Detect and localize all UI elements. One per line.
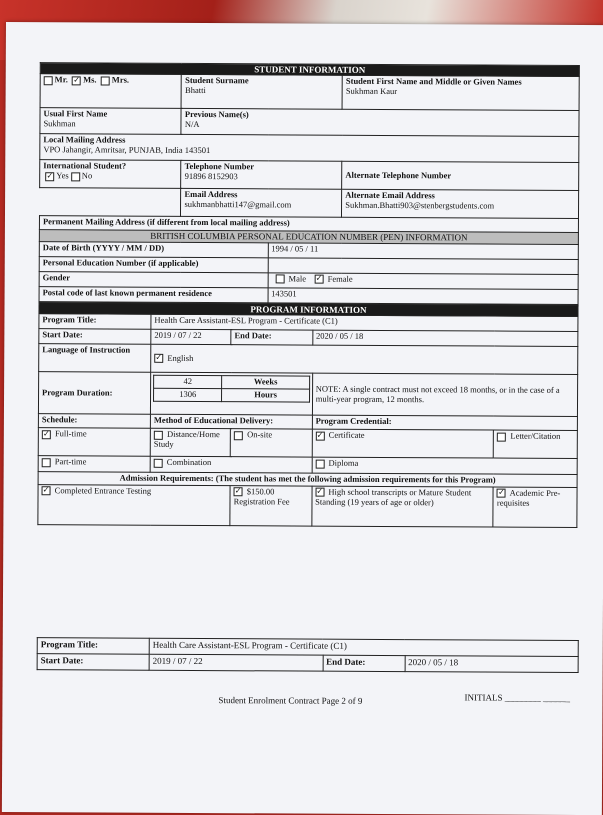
checkbox-female[interactable] xyxy=(314,275,323,284)
footer-start-value[interactable]: 2019 / 07 / 22 xyxy=(149,654,323,671)
letter-option: Letter/Citation xyxy=(494,430,578,458)
admission-item-prereq: ✓ Academic Pre-requisites xyxy=(493,487,577,527)
end-date-value[interactable]: 2020 / 05 / 18 xyxy=(313,330,578,346)
footer-program-title-value[interactable]: Health Care Assistant-ESL Program - Certificate (C1) xyxy=(149,638,578,656)
checkbox-mrs[interactable] xyxy=(101,76,110,85)
onsite-option: On-site xyxy=(230,429,312,457)
surname-value: Bhatti xyxy=(185,85,206,96)
pen-value[interactable] xyxy=(268,258,579,275)
checkbox-mr[interactable] xyxy=(44,76,53,85)
checkbox-combination[interactable] xyxy=(154,458,163,467)
mailing-address-cell[interactable]: Local Mailing Address VPO Jahangir, Amritsar, PUNJAB, India 143501 xyxy=(40,134,579,163)
duration-label: Program Duration: xyxy=(38,372,150,415)
weeks-label: Weeks xyxy=(222,376,309,389)
title-options xyxy=(40,74,182,109)
delivery-label: Method of Educational Delivery: xyxy=(150,414,312,429)
duration-inner-table xyxy=(153,375,310,402)
checkbox-full-time[interactable] xyxy=(42,430,51,439)
admission-header: Admission Requirements: (The student has met the following admission requirements for this Program) xyxy=(38,472,577,488)
program-title-label: Program Title: xyxy=(39,314,151,330)
student-info-header: STUDENT INFORMATION xyxy=(40,63,579,77)
page-number-text: Student Enrolment Contract Page 2 of 9 xyxy=(218,695,363,706)
dob-value[interactable]: 1994 / 05 / 11 xyxy=(268,243,579,260)
checkbox-entrance[interactable] xyxy=(42,487,51,496)
checkbox-intl-no[interactable] xyxy=(71,172,80,181)
diploma-option: Diploma xyxy=(312,457,577,474)
footer-end-label: End Date: xyxy=(323,655,405,671)
email-cell[interactable]: Email Address sukhmanbhatti147@gmail.com xyxy=(181,189,342,218)
weeks-value[interactable]: 42 xyxy=(154,375,222,388)
document-page xyxy=(2,22,603,815)
language-label: Language of Instruction xyxy=(39,344,151,373)
title-mr[interactable]: Mr. xyxy=(44,75,68,85)
phone-cell[interactable]: Telephone Number 91896 8152903 xyxy=(181,161,342,190)
hours-value[interactable]: 1306 xyxy=(154,388,222,401)
alt-phone-cell[interactable]: Alternate Telephone Number xyxy=(342,162,579,191)
footer-table xyxy=(37,637,579,673)
postal-value[interactable]: 143501 xyxy=(268,288,579,305)
footer-program-block xyxy=(37,637,579,673)
checkbox-onsite[interactable] xyxy=(234,431,243,440)
certificate-option: ✓ Certificate xyxy=(312,429,494,458)
start-date-label: Start Date: xyxy=(39,329,151,345)
dob-label: Date of Birth (YYYY / MM / DD) xyxy=(39,241,268,257)
gender-options: Male ✓ Female xyxy=(268,273,579,290)
footer-end-value[interactable]: 2020 / 05 / 18 xyxy=(405,656,579,673)
language-value: ✓ English xyxy=(151,344,578,374)
previous-names-cell[interactable]: Previous Name(s) N/A xyxy=(181,109,579,137)
checkbox-certificate[interactable] xyxy=(316,431,325,440)
duration-values xyxy=(150,372,312,415)
alt-email-cell[interactable]: Alternate Email Address Sukhman.Bhatti903@stenbergstudents.com xyxy=(342,190,579,219)
hours-label: Hours xyxy=(222,388,309,401)
checkbox-ms[interactable] xyxy=(72,76,81,85)
program-info-table xyxy=(37,302,578,528)
permanent-address-cell[interactable]: Permanent Mailing Address (if different from local mailing address) xyxy=(39,216,578,233)
checkbox-part-time[interactable] xyxy=(42,458,51,467)
full-time-option: ✓ Full-time xyxy=(38,428,150,457)
checkbox-diploma[interactable] xyxy=(315,459,324,468)
part-time-option: Part-time xyxy=(38,456,150,473)
pen-header: BRITISH COLUMBIA PERSONAL EDUCATION NUMBER (PEN) INFORMATION xyxy=(39,230,578,244)
title-ms[interactable]: ✓ Ms. xyxy=(72,75,97,85)
admission-item-fee: ✓ $150.00 Registration Fee xyxy=(230,485,312,525)
usual-first-name-cell[interactable]: Usual First Name Sukhman xyxy=(40,108,182,135)
schedule-label: Schedule: xyxy=(38,414,150,429)
title-mrs[interactable]: Mrs. xyxy=(101,75,129,85)
duration-note: NOTE: A single contract must not exceed 18 months, or in the case of a multi-year program, 12 months. xyxy=(312,373,578,416)
initials-field[interactable]: INITIALS ________ ______ xyxy=(464,692,570,703)
pen-label: Personal Education Number (if applicable) xyxy=(39,256,268,272)
given-names-cell[interactable]: Student First Name and Middle or Given Names Sukhman Kaur xyxy=(342,76,579,111)
distance-option: Distance/Home Study xyxy=(150,428,230,456)
program-info-header: PROGRAM INFORMATION xyxy=(39,302,578,316)
footer-program-title-label: Program Title: xyxy=(37,638,149,655)
start-date-value[interactable]: 2019 / 07 / 22 xyxy=(151,329,231,344)
program-title-value[interactable]: Health Care Assistant-ESL Program - Certificate (C1) xyxy=(151,314,578,331)
given-names-value: Sukhman Kaur xyxy=(345,85,398,97)
combination-option: Combination xyxy=(150,456,312,473)
enrolment-form xyxy=(37,62,579,528)
student-info-table xyxy=(39,62,580,305)
footer-start-label: Start Date: xyxy=(37,654,149,671)
credential-label: Program Credential: xyxy=(312,415,577,430)
checkbox-male[interactable] xyxy=(275,275,284,284)
checkbox-letter[interactable] xyxy=(497,432,506,441)
checkbox-intl-yes[interactable] xyxy=(45,172,54,181)
surname-cell[interactable]: Student Surname Bhatti xyxy=(181,75,342,110)
checkbox-english[interactable] xyxy=(154,354,163,363)
gender-label: Gender xyxy=(39,271,268,287)
end-date-label: End Date: xyxy=(231,330,313,345)
admission-item-transcripts: ✓ High school transcripts or Mature Student Standing (19 years of age or older) xyxy=(312,486,494,527)
admission-item-entrance: ✓ Completed Entrance Testing xyxy=(38,484,230,525)
international-cell: International Student? ✓Yes No xyxy=(40,160,182,189)
blank-cell xyxy=(39,188,181,217)
postal-label: Postal code of last known permanent residence xyxy=(39,286,268,302)
